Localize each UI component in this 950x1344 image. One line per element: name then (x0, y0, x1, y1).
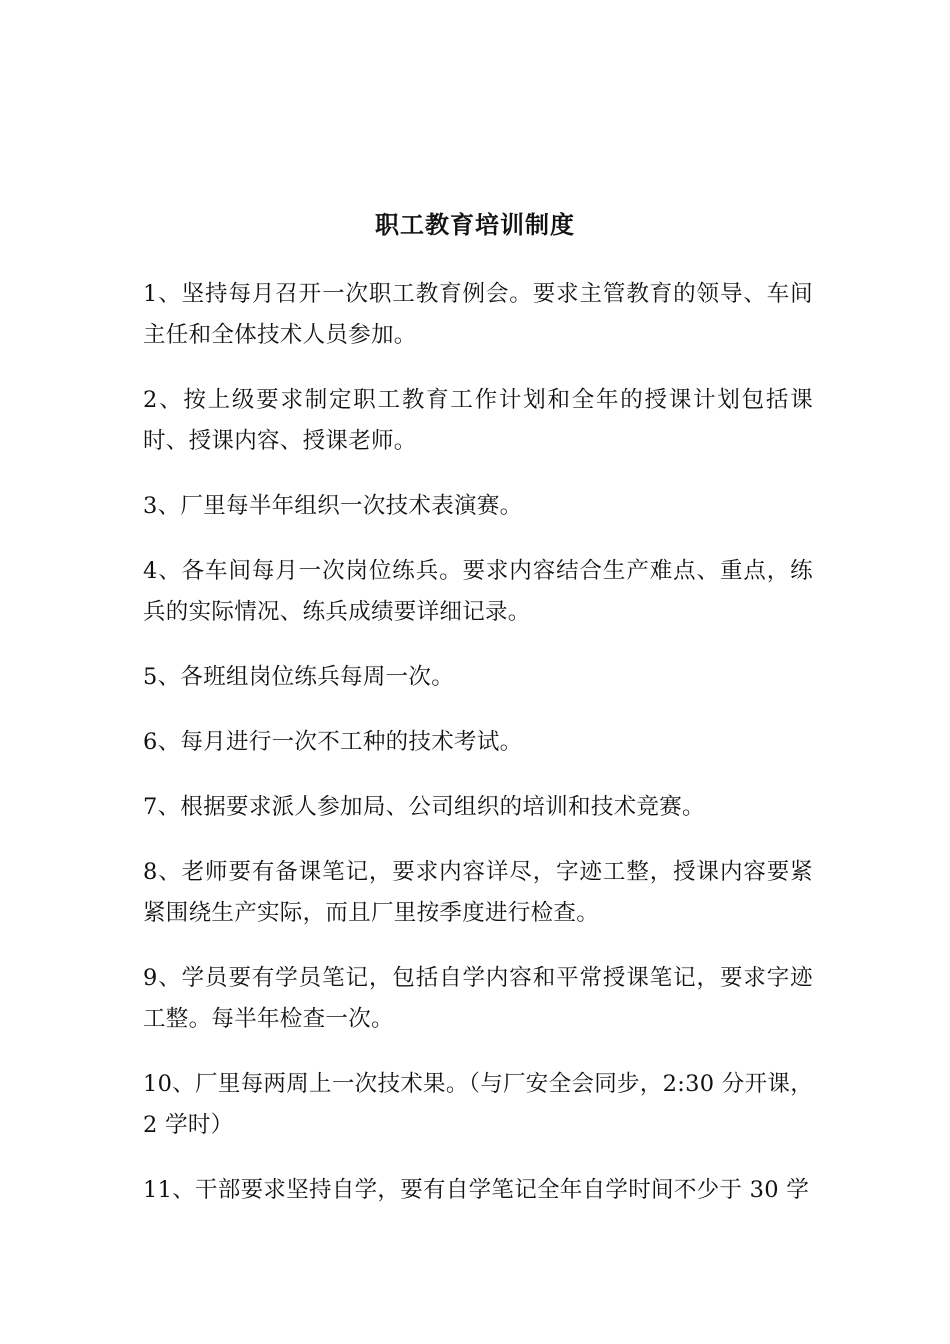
rule-item-10: 10、厂里每两周上一次技术果。（与厂安全会同步，2:30 分开课，2 学时） (143, 1071, 813, 1138)
rule-item-11: 11、干部要求坚持自学，要有自学笔记全年自学时间不少于 30 学 (143, 1177, 810, 1203)
rule-item-6: 6、每月进行一次不工种的技术考试。 (143, 729, 523, 755)
rule-item-1: 1、坚持每月召开一次职工教育例会。要求主管教育的领导、车间主任和全体技术人员参加。 (143, 281, 813, 348)
rule-item-8: 8、老师要有备课笔记，要求内容详尽，字迹工整，授课内容要紧紧围绕生产实际，而且厂里按季度进行检查。 (143, 859, 813, 926)
rule-item-7: 7、根据要求派人参加局、公司组织的培训和技术竞赛。 (143, 794, 705, 820)
rule-item-2: 2、按上级要求制定职工教育工作计划和全年的授课计划包括课时、授课内容、授课老师。 (143, 387, 813, 454)
document-title: 职工教育培训制度 (375, 211, 575, 239)
rules-list (143, 274, 813, 1235)
rule-item-4: 4、各车间每月一次岗位练兵。要求内容结合生产难点、重点，练兵的实际情况、练兵成绩要详细记录。 (143, 558, 813, 625)
rule-item-3: 3、厂里每半年组织一次技术表演赛。 (143, 493, 523, 519)
rule-item-9: 9、学员要有学员笔记，包括自学内容和平常授课笔记，要求字迹工整。每半年检查一次。 (143, 965, 813, 1032)
rule-item-5: 5、各班组岗位练兵每周一次。 (143, 664, 455, 690)
